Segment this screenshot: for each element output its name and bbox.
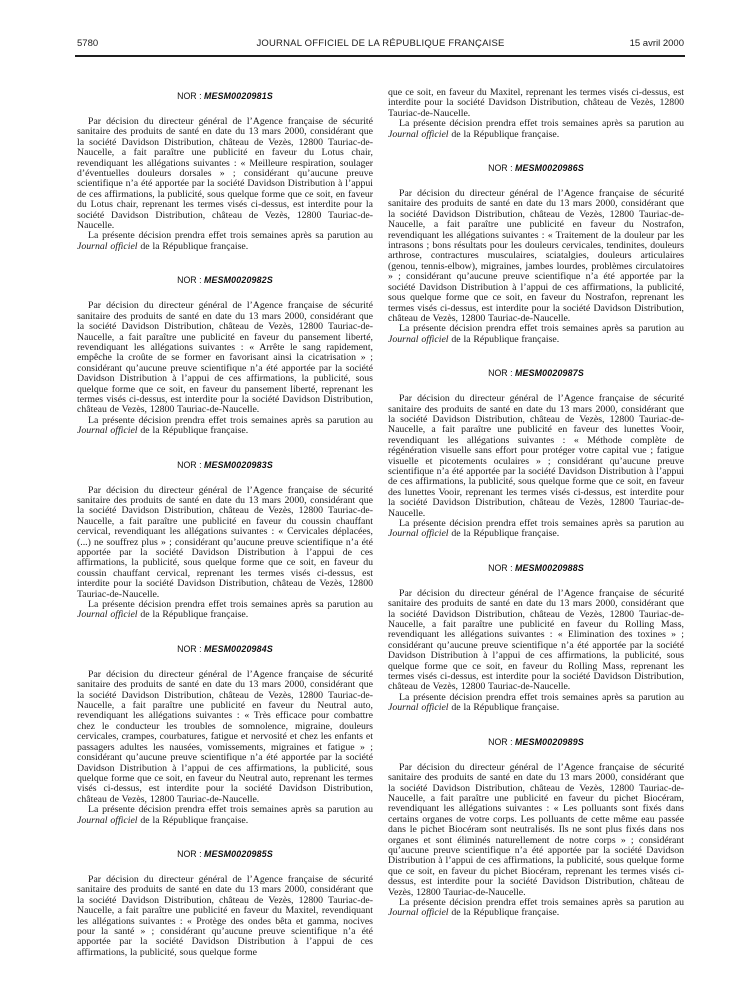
decision-paragraph: Par décision du directeur général de l’Agence française de sécurité sanitaire des produits de santé en date du 13 mars 2000, considérant que la société Davidson Distribution, château de Vezès, 12800 Tauriac-de-Naucelle, a fait paraître une publicité en faveur du pichet Biocéram, revendiquant les allégations suivantes : « Les polluants sont fixés dans certains organes de votre corps. Les polluants de cette même eau passée dans le pichet Biocéram sont neutralisés. Ils ne sont plus fixés dans nos organes et sont éliminés naturellement de notre corps » ; considérant qu’aucune preuve scientifique n’a été apportée par la société Davidson Distribution à l’appui de ces affirmations, la publicité, sous quelque forme que ce soit, en faveur du pichet Biocéram, reprenant les termes visés ci-dessus, est interdite pour la société Davidson Distribution, château de Vezès, 12800 Tauriac-de-Naucelle. (388, 761, 684, 898)
nor-heading (77, 275, 373, 285)
decision-paragraph: Par décision du directeur général de l’Agence française de sécurité sanitaire des produits de santé en date du 13 mars 2000, considérant que la société Davidson Distribution, château de Vezès, 12800 Tauriac-de-Naucelle, a fait paraître une publicité en faveur du Lotus chair, revendiquant les allégations suivantes : « Meilleure respiration, soulager d’éventuelles douleurs dorsales » ; considérant qu’aucune preuve scientifique n’a été apportée par la société Davidson Distribution à l’appui de ces affirmations, la publicité, sous quelque forme que ce soit, en faveur du Lotus chair, reprenant les termes visés ci-dessus, est interdite pour la société Davidson Distribution, château de Vezès, 12800 Tauriac-de-Naucelle. (77, 116, 373, 232)
nor-code: MESM0020987S (514, 368, 584, 379)
decision-section (77, 91, 373, 252)
nor-code: MESM0020981S (203, 91, 273, 101)
decision-section (388, 737, 684, 919)
nor-label: NOR : (177, 459, 204, 470)
decision-section (77, 275, 373, 436)
decision-paragraph: Par décision du directeur général de l’Agence française de sécurité sanitaire des produits de santé en date du 13 mars 2000, considérant que la société Davidson Distribution, château de Vezès, 12800 Tauriac-de-Naucelle, a fait paraître une publicité en faveur des lunettes Vooir, revendiquant les allégations suivantes : « Méthode complète de régénération visuelle sans effort pour protéger votre capital vue ; fatigue visuelle et picotements oculaires » ; considérant qu’aucune preuve scientifique n’a été apportée par la société Davidson Distribution à l’appui de ces affirmations, la publicité, sous quelque forme que ce soit, en faveur des lunettes Vooir, reprenant les termes visés ci-dessus, est interdite pour la société Davidson Distribution, château de Vezès, 12800 Tauriac-de-Naucelle. (388, 393, 684, 519)
nor-label: NOR : (177, 91, 204, 101)
nor-code: MESM0020986S (514, 163, 584, 174)
effective-date-paragraph: La présente décision prendra effet trois semaines après sa parution au Journal officiel de la République française. (77, 414, 373, 437)
decision-paragraph: Par décision du directeur général de l’Agence française de sécurité sanitaire des produits de santé en date du 13 mars 2000, considérant que la société Davidson Distribution, château de Vezès, 12800 Tauriac-de-Naucelle, a fait paraître une publicité en faveur du pansement liberté, revendiquant les allégations suivantes : « Arrête le sang rapidement, empêche la croûte de se former en favorisant ainsi la cicatrisation » ; considérant qu’aucune preuve scientifique n’a été apportée par la société Davidson Distribution à l’appui de ces affirmations, la publicité, sous quelque forme que ce soit, en faveur du pansement liberté, reprenant les termes visés ci-dessus, est interdite pour la société Davidson Distribution, château de Vezès, 12800 Tauriac-de-Naucelle. (77, 300, 373, 416)
decision-paragraph: Par décision du directeur général de l’Agence française de sécurité sanitaire des produits de santé en date du 13 mars 2000, considérant que la société Davidson Distribution, château de Vezès, 12800 Tauriac-de-Naucelle, a fait paraître une publicité en faveur du Maxitel, revendiquant les allégations suivantes : « Protège des ondes bêta et gamma, nocives pour la santé » ; considérant qu’aucune preuve scientifique n’a été apportée par la société Davidson Distribution à l’appui de ces affirmations, la publicité, sous quelque forme (77, 873, 373, 958)
effective-date-paragraph: La présente décision prendra effet trois semaines après sa parution au Journal officiel de la République française. (388, 896, 684, 919)
nor-heading (388, 368, 684, 378)
nor-label: NOR : (177, 275, 204, 286)
decision-section (388, 163, 684, 345)
decision-section (77, 849, 373, 958)
nor-code: MESM0020988S (514, 562, 584, 573)
nor-code: MESM0020983S (203, 459, 273, 470)
page-header (77, 38, 684, 49)
nor-code: MESM0020985S (203, 848, 273, 859)
text-columns (77, 88, 684, 958)
nor-label: NOR : (488, 562, 515, 573)
nor-code: MESM0020989S (514, 736, 584, 747)
continuation-paragraph: que ce soit, en faveur du Maxitel, reprenant les termes visés ci-dessus, est interdite pour la société Davidson Distribution, château de Vezès, 12800 Tauriac-de-Naucelle. (388, 87, 684, 119)
decision-paragraph: Par décision du directeur général de l’Agence française de sécurité sanitaire des produits de santé en date du 13 mars 2000, considérant que la société Davidson Distribution, château de Vezès, 12800 Tauriac-de-Naucelle, a fait paraître une publicité en faveur du Neutral auto, revendiquant les allégations suivantes : « Très efficace pour combattre chez le conducteur les troubles de somnolence, migraine, douleurs cervicales, crampes, courbatures, fatigue et nervosité et chez les enfants et passagers adultes les nausées, vomissements, migraines et fatigue » ; considérant qu’aucune preuve scientifique n’a été apportée par la société Davidson Distribution à l’appui de ces affirmations, la publicité, sous quelque forme que ce soit, en faveur du Neutral auto, reprenant les termes visés ci-dessus, est interdite pour la société Davidson Distribution, château de Vezès, 12800 Tauriac-de-Naucelle. (77, 668, 373, 805)
decision-section (388, 563, 684, 714)
effective-date-paragraph: La présente décision prendra effet trois semaines après sa parution au Journal officiel de la République française. (388, 118, 684, 140)
decision-continuation (388, 88, 684, 140)
nor-code: MESM0020984S (203, 643, 273, 654)
effective-date-paragraph: La présente décision prendra effet trois semaines après sa parution au Journal officiel de la République française. (77, 230, 373, 252)
nor-label: NOR : (177, 643, 204, 654)
decision-section (77, 644, 373, 826)
decision-section (388, 368, 684, 540)
nor-code: MESM0020982S (203, 275, 273, 286)
effective-date-paragraph: La présente décision prendra effet trois semaines après sa parution au Journal officiel de la République française. (388, 323, 684, 345)
nor-heading (77, 849, 373, 859)
nor-heading (77, 644, 373, 654)
effective-date-paragraph: La présente décision prendra effet trois semaines après sa parution au Journal officiel de la République française. (77, 804, 373, 826)
nor-label: NOR : (177, 848, 204, 859)
column-left (77, 88, 373, 958)
effective-date-paragraph: La présente décision prendra effet trois semaines après sa parution au Journal officiel de la République française. (77, 599, 373, 621)
decision-paragraph: Par décision du directeur général de l’Agence française de sécurité sanitaire des produits de santé en date du 13 mars 2000, considérant que la société Davidson Distribution, château de Vezès, 12800 Tauriac-de-Naucelle, a fait paraître une publicité en faveur du Rolling Mass, revendiquant les allégations suivantes : « Elimination des toxines » ; considérant qu’aucune preuve scientifique n’a été apportée par la société Davidson Distribution à l’appui de ces affirmations, la publicité, sous quelque forme que ce soit, en faveur du Rolling Mass, reprenant les termes visés ci-dessus, est interdite pour la société Davidson Distribution, château de Vezès, 12800 Tauriac-de-Naucelle. (388, 587, 684, 693)
page-number: 5780 (77, 38, 99, 49)
nor-label: NOR : (488, 736, 515, 747)
decision-section (77, 460, 373, 621)
nor-heading (77, 460, 373, 470)
decision-paragraph: Par décision du directeur général de l’Agence française de sécurité sanitaire des produits de santé en date du 13 mars 2000, considérant que la société Davidson Distribution, château de Vezès, 12800 Tauriac-de-Naucelle, a fait paraître une publicité en faveur du Nostrafon, revendiquant les allégations suivantes : « Traitement de la douleur par les intrasons ; bons résultats pour les douleurs cervicales, tendinites, douleurs arthrose, contractures musculaires, sciatalgies, douleurs articulaires (genou, tennis-elbow), migraines, jambes lourdes, problèmes circulatoires » ; considérant qu’aucune preuve scientifique n’a été apportée par la société Davidson Distribution à l’appui de ces affirmations, la publicité, sous quelque forme que ce soit, en faveur du Nostrafon, reprenant les termes visés ci-dessus, est interdite pour la société Davidson Distribution, château de Vezès, 12800 Tauriac-de-Naucelle. (388, 188, 684, 324)
decision-paragraph: Par décision du directeur général de l’Agence française de sécurité sanitaire des produits de santé en date du 13 mars 2000, considérant que la société Davidson Distribution, château de Vezès, 12800 Tauriac-de-Naucelle, a fait paraître une publicité en faveur du coussin chauffant cervical, revendiquant les allégations suivantes : « Cervicales déplacées, (...) ne souffrez plus » ; considérant qu’aucune preuve scientifique n’a été apportée par la société Davidson Distribution à l’appui de ces affirmations, la publicité, sous quelque forme que ce soit, en faveur du coussin chauffant cervical, reprenant les termes visés ci-dessus, est interdite pour la société Davidson Distribution, château de Vezès, 12800 Tauriac-de-Naucelle. (77, 484, 373, 600)
nor-heading (388, 163, 684, 173)
column-right (388, 88, 684, 958)
effective-date-paragraph: La présente décision prendra effet trois semaines après sa parution au Journal officiel de la République française. (388, 518, 684, 540)
nor-label: NOR : (488, 163, 515, 174)
nor-heading (77, 91, 373, 101)
journal-title: JOURNAL OFFICIEL DE LA RÉPUBLIQUE FRANÇAISE (256, 38, 505, 49)
effective-date-paragraph: La présente décision prendra effet trois semaines après sa parution au Journal officiel de la République française. (388, 691, 684, 714)
nor-heading (388, 737, 684, 747)
header-rule (75, 55, 685, 57)
nor-label: NOR : (488, 368, 515, 379)
issue-date: 15 avril 2000 (629, 38, 684, 49)
nor-heading (388, 563, 684, 573)
